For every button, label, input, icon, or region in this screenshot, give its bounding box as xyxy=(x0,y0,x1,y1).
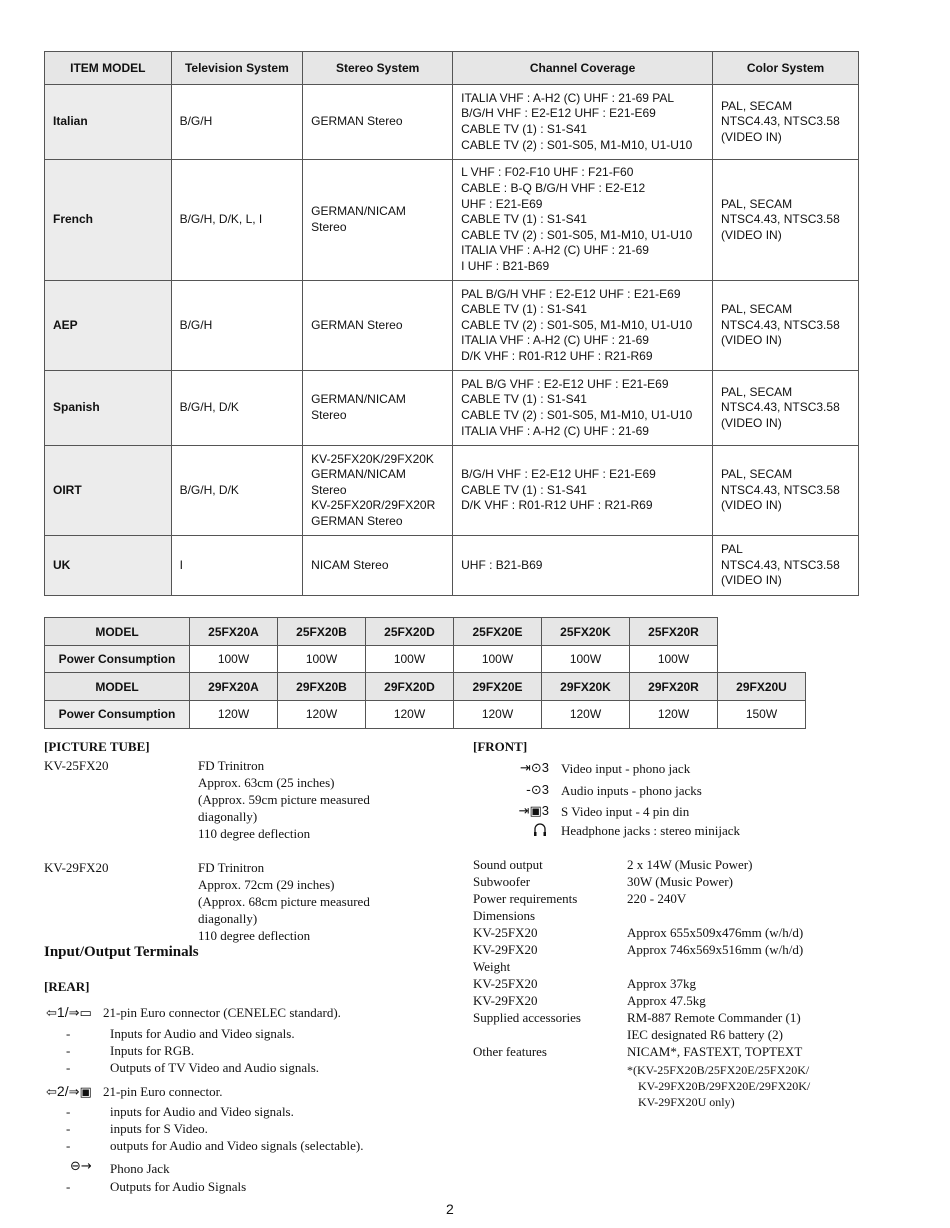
power-model-row xyxy=(45,673,806,701)
euro2-row xyxy=(46,1083,223,1101)
footnote-line: KV-29FX20B/29FX20E/29FX20K/ xyxy=(638,1079,811,1093)
header-color-system: Color System xyxy=(713,52,859,85)
footnote-line: KV-29FX20U only) xyxy=(638,1095,735,1109)
euro2-bullet-text: inputs for S Video. xyxy=(110,1121,208,1136)
spec-key: KV-29FX20 xyxy=(473,993,538,1008)
audio-input-icon: -⊙3 xyxy=(526,782,549,798)
item-model-cell: Italian xyxy=(45,85,172,160)
tube-line: 110 degree deflection xyxy=(198,826,311,841)
table-row xyxy=(45,446,859,536)
cell-line: KV-25FX20R/29FX20R xyxy=(311,498,436,513)
cell-line: NICAM Stereo xyxy=(311,557,389,572)
power-value: 100W xyxy=(278,646,366,674)
jack-number: 3 xyxy=(541,803,549,818)
cell-line: NTSC4.43, NTSC3.58 xyxy=(721,400,840,415)
power-value: 120W xyxy=(542,701,630,729)
euro1-row xyxy=(46,1004,341,1022)
cell-line: (VIDEO IN) xyxy=(721,333,782,348)
cell-line: GERMAN Stereo xyxy=(311,114,403,129)
euro1-label: 1/ xyxy=(56,1004,69,1020)
spec-value: 2 x 14W (Music Power) xyxy=(627,857,753,872)
euro-output-icon: ⇒▭ xyxy=(68,1006,92,1021)
spec-value: Approx 47.5kg xyxy=(627,993,706,1008)
power-value: 120W xyxy=(630,701,718,729)
cell-line: NTSC4.43, NTSC3.58 xyxy=(721,317,840,332)
model-name: 29FX20R xyxy=(630,673,718,701)
model-label: MODEL xyxy=(45,618,190,646)
euro-input-icon: ⇦ xyxy=(46,1006,57,1021)
spec-row xyxy=(473,1026,873,1043)
cell-line: CABLE TV (2) : S01-S05, M1-M10, U1-U10 xyxy=(461,137,693,152)
phono-bullet-text: Outputs for Audio Signals xyxy=(110,1179,247,1194)
tv-system-cell: B/G/H xyxy=(171,85,303,160)
tube-line: 110 degree deflection xyxy=(198,928,311,943)
power-value: 120W xyxy=(190,701,278,729)
power-value: 100W xyxy=(366,646,454,674)
spec-table xyxy=(44,51,859,596)
euro2-label: 2/ xyxy=(56,1083,69,1099)
headphone-icon xyxy=(533,822,547,843)
spec-row xyxy=(473,941,873,958)
spec-row xyxy=(473,856,873,873)
euro1-bullet: - xyxy=(66,1026,71,1041)
spec-value: RM-887 Remote Commander (1) xyxy=(627,1010,801,1025)
color-system-cell xyxy=(713,85,859,160)
footnote xyxy=(627,1062,810,1110)
euro2-desc: 21-pin Euro connector. xyxy=(103,1084,223,1099)
cell-line: B/G/H VHF : E2-E12 UHF : E21-E69 xyxy=(461,467,656,482)
model-name: 25FX20A xyxy=(190,618,278,646)
stereo-system-cell xyxy=(303,160,453,281)
cell-line: Stereo xyxy=(311,220,347,234)
spec-value: Approx 746x569x516mm (w/h/d) xyxy=(627,942,804,957)
header-channel-coverage: Channel Coverage xyxy=(453,52,713,85)
cell-line: PAL, SECAM xyxy=(721,98,793,113)
cell-line: NTSC4.43, NTSC3.58 xyxy=(721,557,840,572)
picture-tube-heading: [PICTURE TUBE] xyxy=(44,739,150,754)
cell-line: NTSC4.43, NTSC3.58 xyxy=(721,482,840,497)
header-item-model: ITEM MODEL xyxy=(45,52,172,85)
euro1-bullet-text: Inputs for Audio and Video signals. xyxy=(110,1026,295,1041)
model-name: 29FX20E xyxy=(454,673,542,701)
footnote-line: *(KV-25FX20B/25FX20E/25FX20K/ xyxy=(627,1063,810,1077)
spec-row xyxy=(473,958,873,975)
stereo-system-cell xyxy=(303,371,453,446)
tube-line: Approx. 63cm (25 inches) xyxy=(198,775,335,790)
cell-line: UHF : B21-B69 xyxy=(461,557,543,572)
power-value: 120W xyxy=(454,701,542,729)
tube-line: (Approx. 59cm picture measured xyxy=(198,792,370,807)
stereo-system-cell xyxy=(303,85,453,160)
power-value-row xyxy=(45,646,718,674)
euro2-bullet-text: inputs for Audio and Video signals. xyxy=(110,1104,294,1119)
tube-line: FD Trinitron xyxy=(198,758,265,773)
cell-line: CABLE TV (2) : S01-S05, M1-M10, U1-U10 xyxy=(461,317,693,332)
item-model-cell: Spanish xyxy=(45,371,172,446)
tv-system-cell: I xyxy=(171,536,303,596)
spec-row xyxy=(473,992,873,1009)
tv-system-cell: B/G/H xyxy=(171,281,303,371)
power-value: 100W xyxy=(630,646,718,674)
spec-value: Approx 37kg xyxy=(627,976,696,991)
stereo-system-cell xyxy=(303,446,453,536)
table-row xyxy=(45,371,859,446)
cell-line: GERMAN/NICAM xyxy=(311,392,406,407)
power-value: 120W xyxy=(278,701,366,729)
power-value: 150W xyxy=(718,701,806,729)
spec-row xyxy=(473,975,873,992)
spec-row xyxy=(473,1009,873,1026)
picture-tube-model-25: KV-25FX20 xyxy=(44,758,109,773)
cell-line: L VHF : F02-F10 UHF : F21-F60 xyxy=(461,165,634,180)
jack-number: 3 xyxy=(541,782,549,797)
item-model-cell: OIRT xyxy=(45,446,172,536)
spec-key: Supplied accessories xyxy=(473,1010,581,1025)
tube-line: diagonally) xyxy=(198,809,258,824)
euro1-bullet: - xyxy=(66,1043,71,1058)
front-jack-video: Video input - phono jack xyxy=(561,761,691,776)
tv-system-cell: B/G/H, D/K, L, I xyxy=(171,160,303,281)
spec-row xyxy=(473,890,873,907)
tv-system-cell: B/G/H, D/K xyxy=(171,446,303,536)
spec-table-header xyxy=(45,52,859,85)
spec-row xyxy=(473,924,873,941)
color-system-cell xyxy=(713,446,859,536)
spec-value: IEC designated R6 battery (2) xyxy=(627,1027,783,1042)
cell-line: CABLE TV (1) : S1-S41 xyxy=(461,212,587,227)
cell-line: D/K VHF : R01-R12 UHF : R21-R69 xyxy=(461,348,653,363)
spec-key: Sound output xyxy=(473,857,543,872)
cell-line: CABLE : B-Q B/G/H VHF : E2-E12 xyxy=(461,181,646,196)
cell-line: Stereo xyxy=(311,482,347,497)
model-name: 29FX20D xyxy=(366,673,454,701)
cell-line: ITALIA VHF : A-H2 (C) UHF : 21-69 xyxy=(461,243,649,258)
spec-key: Subwoofer xyxy=(473,874,531,889)
item-model-cell: UK xyxy=(45,536,172,596)
cell-line: (VIDEO IN) xyxy=(721,227,782,242)
model-name: 29FX20U xyxy=(718,673,806,701)
power-value: 100W xyxy=(542,646,630,674)
cell-line: I UHF : B21-B69 xyxy=(461,258,550,273)
front-jack-audio: Audio inputs - phono jacks xyxy=(561,783,702,798)
cell-line: (VIDEO IN) xyxy=(721,415,782,430)
cell-line: (VIDEO IN) xyxy=(721,498,782,513)
table-row xyxy=(45,281,859,371)
power-value: 100W xyxy=(190,646,278,674)
model-name: 25FX20D xyxy=(366,618,454,646)
euro-input-icon: ⇦ xyxy=(46,1085,57,1100)
spec-key: KV-29FX20 xyxy=(473,942,538,957)
power-value: 120W xyxy=(366,701,454,729)
spec-key: KV-25FX20 xyxy=(473,925,538,940)
cell-line: CABLE TV (1) : S1-S41 xyxy=(461,302,587,317)
front-heading: [FRONT] xyxy=(473,739,528,754)
spec-key: Dimensions xyxy=(473,908,536,923)
euro2-bullet: - xyxy=(66,1104,71,1119)
euro1-bullet-text: Outputs of TV Video and Audio signals. xyxy=(110,1060,320,1075)
model-name: 29FX20K xyxy=(542,673,630,701)
tv-system-cell: B/G/H, D/K xyxy=(171,371,303,446)
cell-line: NTSC4.43, NTSC3.58 xyxy=(721,212,840,227)
picture-tube-details-25 xyxy=(198,757,370,842)
page-number: 2 xyxy=(446,1201,454,1217)
channel-coverage-cell xyxy=(453,160,713,281)
cell-line: (VIDEO IN) xyxy=(721,129,782,144)
power-model-row xyxy=(45,618,718,646)
color-system-cell xyxy=(713,371,859,446)
tube-line: Approx. 72cm (29 inches) xyxy=(198,877,335,892)
tube-line: (Approx. 68cm picture measured xyxy=(198,894,370,909)
cell-line: PAL, SECAM xyxy=(721,302,793,317)
channel-coverage-cell xyxy=(453,281,713,371)
cell-line: CABLE TV (1) : S1-S41 xyxy=(461,392,587,407)
channel-coverage-cell xyxy=(453,536,713,596)
item-model-cell: AEP xyxy=(45,281,172,371)
model-name: 25FX20B xyxy=(278,618,366,646)
euro1-bullet-text: Inputs for RGB. xyxy=(110,1043,195,1058)
power-table-29 xyxy=(44,672,806,729)
cell-line: GERMAN/NICAM xyxy=(311,204,406,219)
tube-line: FD Trinitron xyxy=(198,860,265,875)
cell-line: PAL, SECAM xyxy=(721,196,793,211)
cell-line: D/K VHF : R01-R12 UHF : R21-R69 xyxy=(461,498,653,513)
spec-value: NICAM*, FASTEXT, TOPTEXT xyxy=(627,1044,803,1059)
tube-line: diagonally) xyxy=(198,911,258,926)
model-name: 25FX20R xyxy=(630,618,718,646)
cell-line: ITALIA VHF : A-H2 (C) UHF : 21-69 PAL xyxy=(461,90,675,105)
cell-line: GERMAN Stereo xyxy=(311,513,403,528)
io-heading: Input/Output Terminals xyxy=(44,944,199,960)
header-stereo-system: Stereo System xyxy=(303,52,453,85)
s-video-output-icon: ⇒▣ xyxy=(68,1085,92,1100)
jack-number: 3 xyxy=(541,760,549,775)
s-video-input-icon: ⇥▣3 xyxy=(518,803,549,819)
item-model-cell: French xyxy=(45,160,172,281)
color-system-cell xyxy=(713,281,859,371)
cell-line: ITALIA VHF : A-H2 (C) UHF : 21-69 xyxy=(461,423,649,438)
header-tv-system: Television System xyxy=(171,52,303,85)
spec-value: Approx 655x509x476mm (w/h/d) xyxy=(627,925,804,940)
table-row xyxy=(45,536,859,596)
picture-tube-model-29: KV-29FX20 xyxy=(44,860,109,875)
model-label: MODEL xyxy=(45,673,190,701)
phono-bullet: - xyxy=(66,1179,71,1194)
spec-key: KV-25FX20 xyxy=(473,976,538,991)
cell-line: GERMAN/NICAM xyxy=(311,467,406,482)
spec-key: Other features xyxy=(473,1044,547,1059)
euro2-bullet-text: outputs for Audio and Video signals (selectable). xyxy=(110,1138,364,1153)
color-system-cell xyxy=(713,536,859,596)
cell-line: CABLE TV (1) : S1-S41 xyxy=(461,122,587,136)
channel-coverage-cell xyxy=(453,85,713,160)
stereo-system-cell xyxy=(303,536,453,596)
phono-desc: Phono Jack xyxy=(110,1161,170,1176)
cell-line: B/G/H VHF : E2-E12 UHF : E21-E69 xyxy=(461,106,656,121)
spec-value: 220 - 240V xyxy=(627,891,687,906)
spec-row xyxy=(473,873,873,890)
euro2-bullet: - xyxy=(66,1138,71,1153)
cell-line: CABLE TV (2) : S01-S05, M1-M10, U1-U10 xyxy=(461,408,693,422)
rear-heading: [REAR] xyxy=(44,979,90,994)
euro1-bullet: - xyxy=(66,1060,71,1075)
model-name: 29FX20A xyxy=(190,673,278,701)
cell-line: PAL, SECAM xyxy=(721,384,793,399)
spec-key: Weight xyxy=(473,959,511,974)
cell-line: GERMAN Stereo xyxy=(311,317,403,332)
cell-line: PAL, SECAM xyxy=(721,467,793,482)
power-label: Power Consumption xyxy=(45,701,190,729)
cell-line: PAL B/G VHF : E2-E12 UHF : E21-E69 xyxy=(461,376,669,391)
video-input-icon: ⇥⊙3 xyxy=(519,760,549,776)
color-system-cell xyxy=(713,160,859,281)
power-value: 100W xyxy=(454,646,542,674)
euro2-bullet: - xyxy=(66,1121,71,1136)
spec-row xyxy=(473,1043,873,1060)
stereo-system-cell xyxy=(303,281,453,371)
cell-line: PAL B/G/H VHF : E2-E12 UHF : E21-E69 xyxy=(461,286,681,301)
cell-line: UHF : E21-E69 xyxy=(461,196,543,211)
channel-coverage-cell xyxy=(453,371,713,446)
spec-row xyxy=(473,907,873,924)
picture-tube-details-29 xyxy=(198,859,370,944)
model-name: 29FX20B xyxy=(278,673,366,701)
front-jack-headphone: Headphone jacks : stereo minijack xyxy=(561,823,741,838)
cell-line: CABLE TV (1) : S1-S41 xyxy=(461,482,587,497)
cell-line: PAL xyxy=(721,542,743,557)
cell-line: (VIDEO IN) xyxy=(721,573,782,588)
cell-line: CABLE TV (2) : S01-S05, M1-M10, U1-U10 xyxy=(461,227,693,242)
euro1-desc: 21-pin Euro connector (CENELEC standard). xyxy=(103,1005,341,1020)
cell-line: NTSC4.43, NTSC3.58 xyxy=(721,114,840,129)
cell-line: ITALIA VHF : A-H2 (C) UHF : 21-69 xyxy=(461,333,649,348)
power-table-25 xyxy=(44,617,718,674)
spec-key: Power requirements xyxy=(473,891,578,906)
table-row xyxy=(45,85,859,160)
power-label: Power Consumption xyxy=(45,646,190,674)
table-row xyxy=(45,160,859,281)
cell-line: Stereo xyxy=(311,408,347,422)
power-value-row xyxy=(45,701,806,729)
spec-value: 30W (Music Power) xyxy=(627,874,733,889)
phono-output-icon: ⊖→ xyxy=(70,1159,92,1174)
model-name: 25FX20K xyxy=(542,618,630,646)
front-jack-svideo: S Video input - 4 pin din xyxy=(561,804,690,819)
cell-line: KV-25FX20K/29FX20K xyxy=(311,451,434,466)
model-name: 25FX20E xyxy=(454,618,542,646)
channel-coverage-cell xyxy=(453,446,713,536)
